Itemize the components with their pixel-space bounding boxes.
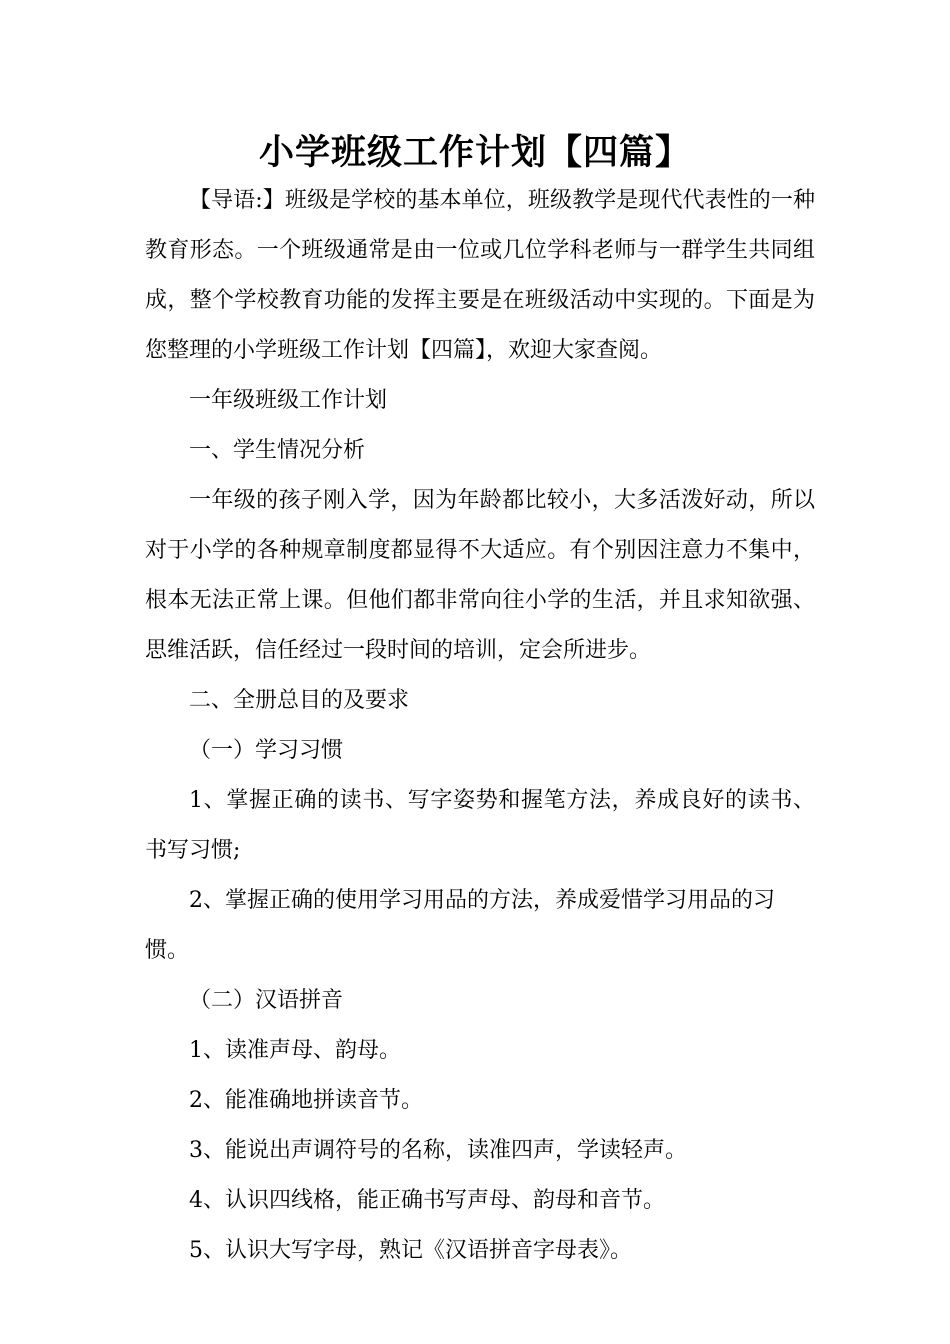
study-habits-item-2: 2、掌握正确的使用学习用品的方法，养成爱惜学习用品的习惯。 [145,888,775,963]
intro-paragraph: 【导语:】班级是学校的基本单位，班级教学是现代代表性的一种教育形态。一个班级通常是由一位或几位学科老师与一群学生共同组成，整个学校教育功能的发挥主要是在班级活动中实现的。下面是为您整理的小学班级工作计划【四篇】，欢迎大家查阅。 [145,188,815,363]
pinyin-item-5: 5、认识大写字母，熟记《汉语拼音字母表》。 [189,1238,632,1263]
study-habits-item-1: 1、掌握正确的读书、写字姿势和握笔方法，养成良好的读书、书写习惯; [145,788,815,863]
document-title: 小学班级工作计划【四篇】 [258,132,691,173]
document-body [145,176,815,1276]
pinyin-item-3: 3、能说出声调符号的名称，读准四声，学读轻声。 [189,1138,687,1163]
pinyin-item-2: 2、能准确地拼读音节。 [189,1088,423,1113]
subheading-pinyin: （二）汉语拼音 [189,988,344,1013]
pinyin-item-4: 4、认识四线格，能正确书写声母、韵母和音节。 [189,1188,665,1213]
section-heading-overall-goals: 二、全册总目的及要求 [189,688,410,713]
subheading-study-habits: （一）学习习惯 [189,738,344,763]
student-analysis-paragraph: 一年级的孩子刚入学，因为年龄都比较小，大多活泼好动，所以对于小学的各种规章制度都显得不大适应。有个别因注意力不集中，根本无法正常上课。但他们都非常向往小学的生活，并且求知欲强、思维活跃，信任经过一段时间的培训，定会所进步。 [145,488,815,663]
section-heading-student-analysis: 一、学生情况分析 [189,438,366,463]
section-heading-grade-one-plan: 一年级班级工作计划 [189,388,388,413]
pinyin-item-1: 1、读准声母、韵母。 [189,1038,401,1063]
